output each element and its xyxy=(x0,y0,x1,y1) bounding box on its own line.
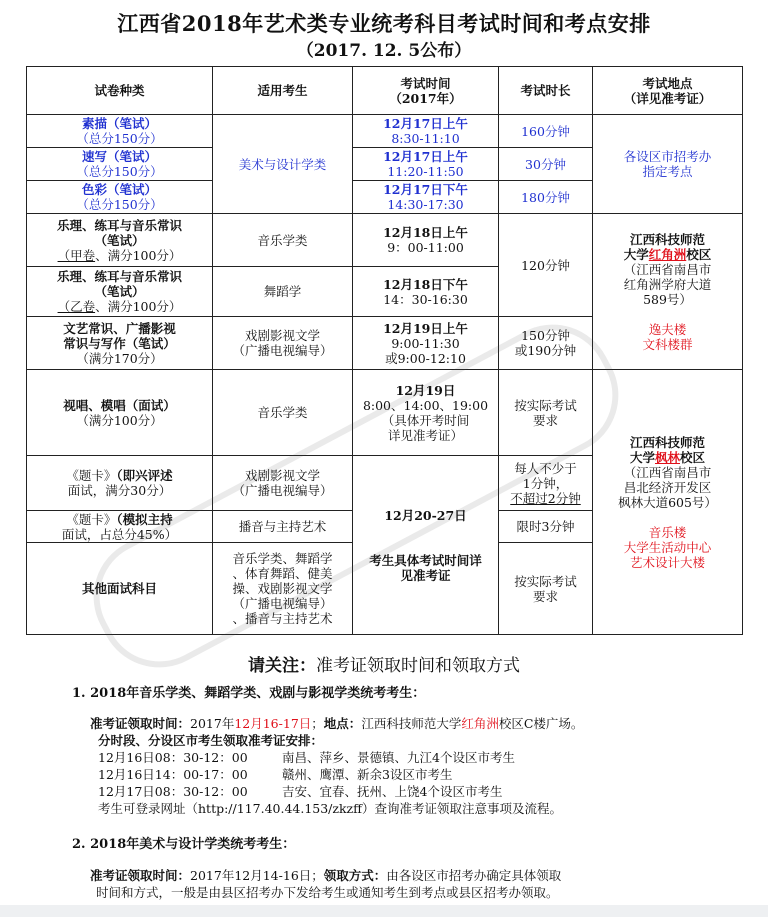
time-music-a: 12月18日上午 9：00-11:00 xyxy=(353,214,499,267)
duration-music-theory: 120分钟 xyxy=(499,214,593,317)
notice-schedule-cities: 赣州、鹰潭、新余3设区市考生 xyxy=(282,767,453,782)
subject-quick-sketch: 速写（笔试） （总分150分） xyxy=(27,148,213,181)
notice-pickup-line-1: 准考证领取时间：2017年12月16-17日；地点：江西科技师范大学红角洲校区C楼广场。 xyxy=(90,716,584,731)
time-sight-singing: 12月19日 8:00、14:00、19:00 （具体开考时间 详见准考证） xyxy=(353,370,499,456)
notice-section-1-title: 1. 2018年音乐学类、舞蹈学类、戏剧与影视学类统考考生： xyxy=(72,686,426,701)
table-row xyxy=(27,214,743,267)
applicants-sight-singing: 音乐学类 xyxy=(213,370,353,456)
notice-art-pickup-line-1: 准考证领取时间：2017年12月14-16日；领取方式：由各设区市招考办确定具体领取 xyxy=(90,868,562,883)
time-interviews: 12月20-27日 考生具体考试时间详 见准考证 xyxy=(353,456,499,635)
time-music-b: 12月18日下午 14：30-16:30 xyxy=(353,267,499,317)
duration-drama: 150分钟 或190分钟 xyxy=(499,317,593,370)
duration-color: 180分钟 xyxy=(499,181,593,214)
time-quick-sketch: 12月17日上午 11:20-11:50 xyxy=(353,148,499,181)
subject-card-hosting: 《题卡》（模拟主持 面试，占总分45%） xyxy=(27,511,213,543)
document-title: 江西省2018年艺术类专业统考科目考试时间和考点安排 xyxy=(117,11,651,36)
table-row xyxy=(27,115,743,148)
header-applicants: 适用考生 xyxy=(213,67,353,115)
schedule-table xyxy=(26,66,743,635)
notice-schedule-cities: 吉安、宜春、抚州、上饶4个设区市考生 xyxy=(282,784,503,799)
header-exam-time: 考试时间 （2017年） xyxy=(353,67,499,115)
header-row xyxy=(27,67,743,115)
subject-other-interviews: 其他面试科目 xyxy=(27,543,213,635)
table-row xyxy=(27,370,743,456)
notice-schedule-row: 12月17日08：30-12：00 xyxy=(98,784,248,799)
applicants-art: 美术与设计学类 xyxy=(213,115,353,214)
notice-schedule-heading: 分时段、分设区市考生领取准考证安排： xyxy=(98,733,324,748)
notice-website-line: 考生可登录网址（http://117.40.44.153/zkzff）查询准考证领取注意事项及流程。 xyxy=(98,801,563,816)
document-subtitle: （2017. 12. 5公布） xyxy=(296,41,472,61)
subject-music-theory-b: 乐理、练耳与音乐常识 （笔试） （乙卷、满分100分） xyxy=(27,267,213,317)
header-duration: 考试时长 xyxy=(499,67,593,115)
location-red-campus: 江西科技师范 大学红角洲校区 （江西省南昌市 红角洲学府大道 589号） 逸夫楼 文科楼群 xyxy=(593,214,743,370)
duration-quick-sketch: 30分钟 xyxy=(499,148,593,181)
applicants-hosting: 播音与主持艺术 xyxy=(213,511,353,543)
location-art: 各设区市招考办 指定考点 xyxy=(593,115,743,214)
time-color: 12月17日下午 14:30-17:30 xyxy=(353,181,499,214)
applicants-card-commentary: 戏剧影视文学 （广播电视编导） xyxy=(213,456,353,511)
time-sketch: 12月17日上午 8:30-11:10 xyxy=(353,115,499,148)
notice-section-2-title: 2. 2018年美术与设计学类统考考生： xyxy=(72,837,296,852)
time-drama: 12月19日上午 9:00-11:30 或9:00-12:10 xyxy=(353,317,499,370)
duration-sight-singing: 按实际考试 要求 xyxy=(499,370,593,456)
duration-other: 按实际考试 要求 xyxy=(499,543,593,635)
subject-color: 色彩（笔试） （总分150分） xyxy=(27,181,213,214)
notice-heading: 请关注：准考证领取时间和领取方式 xyxy=(248,656,520,676)
duration-card-commentary: 每人不少于 1分钟， 不超过2分钟 xyxy=(499,456,593,511)
applicants-music-a: 音乐学类 xyxy=(213,214,353,267)
subject-sight-singing: 视唱、模唱（面试） （满分100分） xyxy=(27,370,213,456)
header-location: 考试地点 （详见准考证） xyxy=(593,67,743,115)
applicants-drama: 戏剧影视文学 （广播电视编导） xyxy=(213,317,353,370)
duration-sketch: 160分钟 xyxy=(499,115,593,148)
applicants-dance: 舞蹈学 xyxy=(213,267,353,317)
notice-schedule-row: 12月16日08：30-12：00 xyxy=(98,750,248,765)
duration-card-hosting: 限时3分钟 xyxy=(499,511,593,543)
subject-music-theory-a: 乐理、练耳与音乐常识 （笔试） （甲卷、满分100分） xyxy=(27,214,213,267)
header-paper-type: 试卷种类 xyxy=(27,67,213,115)
subject-sketch: 素描（笔试） （总分150分） xyxy=(27,115,213,148)
applicants-other: 音乐学类、舞蹈学 、体育舞蹈、健美 操、戏剧影视文学 （广播电视编导） 、播音与主持艺术 xyxy=(213,543,353,635)
bottom-bar xyxy=(0,905,768,917)
notice-schedule-cities: 南昌、萍乡、景德镇、九江4个设区市考生 xyxy=(282,750,515,765)
subject-card-commentary: 《题卡》（即兴评述 面试，满分30分） xyxy=(27,456,213,511)
location-maple-campus: 江西科技师范 大学枫林校区 （江西省南昌市 昌北经济开发区 枫林大道605号） 音乐楼 大学生活动中心 艺术设计大楼 xyxy=(593,370,743,635)
notice-schedule-row: 12月16日14：00-17：00 xyxy=(98,767,248,782)
notice-art-pickup-line-2: 时间和方式，一般是由县区招考办下发给考生或通知考生到考点或县区招考办领取。 xyxy=(96,885,559,900)
subject-drama-writing: 文艺常识、广播影视 常识与写作（笔试） （满分170分） xyxy=(27,317,213,370)
